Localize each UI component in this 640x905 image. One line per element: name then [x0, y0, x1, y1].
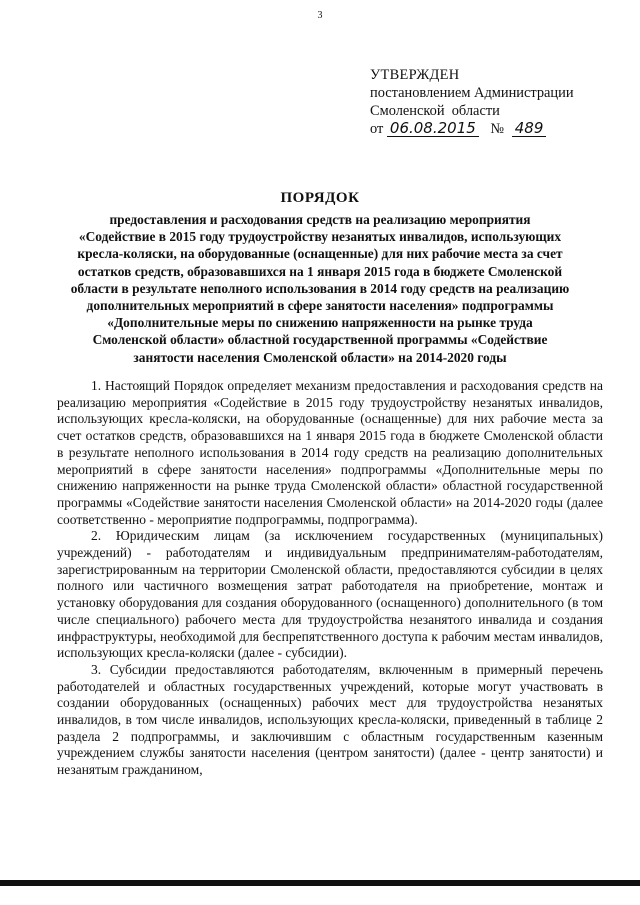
approval-line-1: постановлением Администрации [370, 85, 574, 101]
document-title: ПОРЯДОК [280, 190, 360, 206]
page-number: 3 [317, 10, 323, 21]
paragraph-3: 3. Субсидии предоставляются работодателям, включенным в примерный перечень работодателей и областных государственных учреждений, которые могут участвовать в создании оборудованных (оснащенных) рабочих мест для трудоустройства незанятых инвалидов, в том числе инвалидов, использующих кресла-коляски, приведенный в таблице 2 раздела 2 подпрограммы, и заключившим с областным государственным казенным учреждением службы занятости населения (центром занятости) (далее - центр занятости) и незанятым гражданином, [57, 661, 603, 778]
paragraph-1: 1. Настоящий Порядок определяет механизм предоставления и расходования средств на реализацию мероприятия «Содействие в 2015 году трудоустройству незанятых инвалидов, использующих кресла-коляски, на оборудованные (оснащенные) для них рабочие места за счет остатков средств, образовавшихся на 1 января 2015 года в бюджете Смоленской области в результате неполного использования в 2014 году средств на реализацию дополнительных мероприятий в сфере занятости населения» подпрограммы «Дополнительные меры по снижению напряженности на рынке труда Смоленской области» областной государственной программы «Содействие занятости населения Смоленской области» на 2014-2020 годы (далее соответственно - мероприятие подпрограммы, подпрограмма). [57, 378, 603, 527]
approval-date-line [370, 120, 574, 138]
document-body [57, 378, 603, 779]
approved-heading: УТВЕРЖДЕН [370, 67, 460, 83]
scan-bottom-edge [0, 880, 640, 886]
paragraph-2: 2. Юридическим лицам (за исключением государственных (муниципальных) учреждений) - работодателям и индивидуальным предпринимателям-работодателям, зарегистрированным на территории Смоленской области, предоставляются субсидии в целях полного или частичного возмещения затрат работодателя на приобретение, монтаж и установку оборудования для создания оборудованного (оснащенного) дополнительного (в том числе специального) рабочего места для трудоустройства незанятого инвалида и создания инфраструктуры, необходимой для беспрепятственного доступа к рабочим местам инвалидов, использующих кресла-коляски (далее - субсидии). [57, 528, 603, 661]
from-label: от [370, 121, 384, 137]
approval-block [370, 66, 574, 138]
document-subtitle: предоставления и расходования средств на реализацию мероприятия «Содействие в 2015 году трудоустройству незанятых инвалидов, использующих кресла-коляски, на оборудованные (оснащенные) для них рабочие места за счет остатков средств, образовавшихся на 1 января 2015 года в бюджете Смоленской области в результате неполного использования в 2014 году средств на реализацию дополнительных мероприятий в сфере занятости населения» подпрограммы «Дополнительные меры по снижению напряженности на рынке труда Смоленской области» областной государственной программы «Содействие занятости населения Смоленской области» на 2014-2020 годы [70, 212, 570, 365]
approval-line-2: Смоленской области [370, 103, 500, 119]
number-label: № [490, 121, 505, 137]
handwritten-number: 489 [512, 121, 547, 137]
handwritten-date: 06.08.2015 [387, 121, 479, 137]
